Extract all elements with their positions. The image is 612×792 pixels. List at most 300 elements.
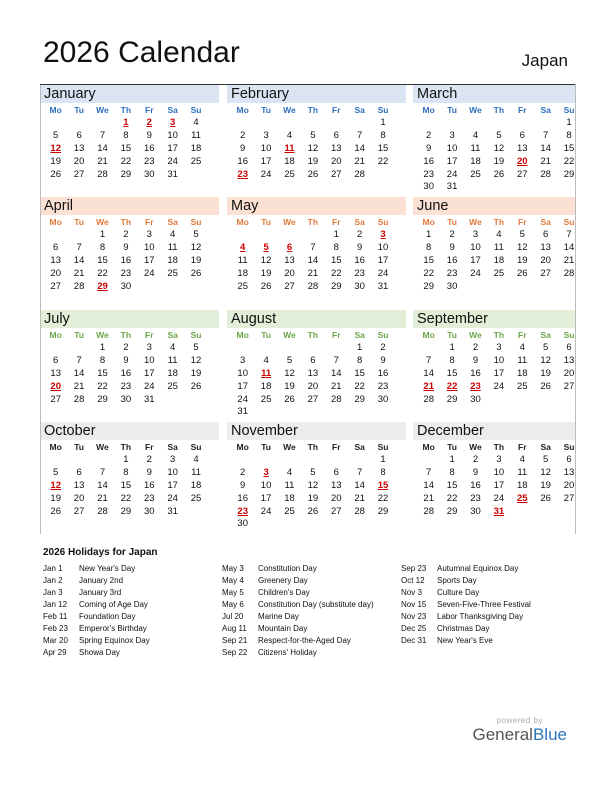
- month-name: February: [227, 85, 406, 103]
- calendar-day: 23: [143, 492, 155, 504]
- holiday-row: [222, 563, 374, 575]
- weekday-label: We: [469, 105, 482, 115]
- empty-cell: [325, 342, 348, 355]
- calendar-day: 4: [170, 342, 176, 353]
- calendar-day: 22: [97, 267, 108, 279]
- calendar-day: 22: [97, 380, 108, 392]
- calendar-day: 17: [143, 254, 155, 266]
- calendar-day: 11: [517, 466, 528, 478]
- holiday-name: Emperor's Birthday: [79, 624, 147, 633]
- weekday-label: Sa: [354, 105, 365, 115]
- calendar-day: 16: [237, 155, 248, 167]
- calendar-day: 14: [540, 142, 551, 154]
- calendar-day: 25: [167, 380, 178, 392]
- calendar-day: 18: [237, 267, 248, 279]
- weekday-label: Mo: [422, 442, 435, 452]
- calendar-day: 8: [123, 466, 129, 478]
- day-grid: [40, 229, 219, 293]
- weekday-header: [227, 215, 406, 229]
- calendar-day: 29: [446, 505, 458, 517]
- holiday-day: 2: [146, 117, 152, 128]
- calendar-day: 18: [516, 479, 528, 491]
- calendar-day: 14: [423, 367, 434, 379]
- weekday-label: Fr: [332, 442, 341, 452]
- weekday-label: Mo: [236, 217, 249, 227]
- holiday-name: Mountain Day: [258, 624, 308, 633]
- month-july: [40, 310, 219, 422]
- calendar-day: 5: [543, 342, 549, 353]
- calendar-day: 12: [190, 354, 202, 366]
- holiday-day: 3: [263, 466, 269, 478]
- calendar-day: 14: [563, 241, 575, 253]
- weekday-label: Th: [493, 217, 505, 227]
- calendar-day: 13: [284, 254, 295, 266]
- holiday-day: 20: [50, 380, 61, 392]
- calendar-day: 2: [123, 229, 129, 240]
- month-name: March: [413, 85, 575, 103]
- calendar-day: 15: [354, 367, 365, 379]
- empty-cell: [44, 117, 67, 130]
- calendar-day: 14: [73, 254, 85, 266]
- calendar-day: 16: [377, 367, 389, 379]
- weekday-label: Tu: [74, 330, 84, 340]
- weekday-label: Su: [563, 330, 575, 340]
- calendar-day: 14: [73, 367, 85, 379]
- calendar-day: 1: [123, 454, 129, 465]
- calendar-day: 3: [496, 342, 502, 353]
- calendar-day: 19: [50, 155, 61, 167]
- calendar-day: 12: [516, 241, 528, 253]
- calendar-day: 27: [563, 492, 575, 504]
- calendar-day: 29: [120, 168, 132, 180]
- calendar-day: 20: [330, 155, 342, 167]
- empty-cell: [464, 117, 487, 130]
- weekday-label: Th: [307, 217, 319, 227]
- calendar-day: 9: [472, 354, 479, 366]
- calendar-day: 24: [493, 492, 505, 504]
- calendar-day: 18: [167, 367, 178, 379]
- calendar-day: 5: [53, 129, 59, 141]
- day-grid: [413, 454, 575, 518]
- calendar-day: 8: [99, 354, 106, 366]
- month-name: September: [413, 310, 575, 328]
- calendar-day: 4: [286, 129, 293, 141]
- calendar-day: 12: [284, 367, 295, 379]
- weekday-label: We: [469, 217, 482, 227]
- calendar-day: 26: [190, 267, 202, 279]
- weekday-label: Sa: [540, 442, 551, 452]
- holiday-row: [222, 647, 374, 659]
- brand-logo: [472, 716, 567, 745]
- calendar-day: 14: [423, 479, 434, 491]
- holiday-name: Coming of Age Day: [79, 600, 148, 609]
- day-grid: [413, 229, 575, 293]
- holiday-date: Oct 12: [401, 576, 425, 585]
- calendar-day: 4: [286, 466, 293, 478]
- holiday-day: 20: [516, 155, 528, 167]
- calendar-day: 4: [519, 342, 525, 353]
- calendar-day: 8: [449, 354, 455, 366]
- calendar-day: 13: [330, 479, 342, 491]
- calendar-day: 26: [50, 168, 61, 180]
- calendar-day: 26: [50, 505, 61, 517]
- calendar-day: 19: [540, 367, 551, 379]
- quarter-divider: [40, 420, 575, 421]
- calendar-day: 4: [170, 229, 176, 240]
- calendar-day: 17: [260, 492, 272, 504]
- calendar-day: 18: [284, 155, 295, 167]
- weekday-label: Su: [190, 105, 202, 115]
- holiday-name: Greenery Day: [258, 576, 308, 585]
- calendar-day: 6: [566, 342, 572, 353]
- calendar-day: 20: [563, 367, 575, 379]
- calendar-day: 25: [237, 280, 248, 292]
- empty-cell: [231, 229, 254, 242]
- empty-cell: [254, 342, 277, 355]
- weekday-label: Mo: [236, 442, 249, 452]
- calendar-day: 8: [380, 466, 386, 478]
- calendar-day: 12: [493, 142, 505, 154]
- calendar-day: 13: [563, 466, 575, 478]
- calendar-day: 13: [330, 142, 342, 154]
- calendar-day: 20: [540, 254, 551, 266]
- calendar-day: 25: [493, 267, 505, 279]
- calendar-day: 20: [73, 492, 85, 504]
- calendar-day: 24: [237, 393, 248, 405]
- holiday-date: May 4: [222, 576, 244, 585]
- calendar-day: 20: [330, 492, 342, 504]
- weekday-label: Tu: [447, 105, 457, 115]
- calendar-day: 10: [470, 241, 481, 253]
- calendar-day: 8: [380, 129, 386, 141]
- weekday-label: Su: [190, 442, 202, 452]
- calendar-day: 28: [540, 168, 551, 180]
- calendar-day: 17: [493, 479, 505, 491]
- empty-cell: [67, 342, 90, 355]
- empty-cell: [67, 229, 90, 242]
- calendar-day: 22: [446, 492, 458, 504]
- calendar-day: 23: [120, 267, 132, 279]
- calendar-day: 22: [377, 155, 389, 167]
- weekday-header: [227, 440, 406, 454]
- weekday-label: We: [283, 217, 296, 227]
- calendar-day: 3: [146, 229, 152, 240]
- calendar-day: 2: [449, 229, 455, 240]
- holiday-row: [222, 587, 374, 599]
- calendar-day: 6: [76, 129, 82, 141]
- powered-by-text: powered by: [496, 716, 543, 725]
- calendar-day: 1: [380, 454, 386, 465]
- weekday-label: Sa: [354, 330, 365, 340]
- calendar-day: 4: [263, 354, 269, 366]
- holiday-day: 29: [97, 280, 108, 292]
- calendar-day: 26: [190, 380, 202, 392]
- empty-cell: [417, 117, 440, 130]
- calendar-day: 17: [493, 367, 505, 379]
- calendar-day: 19: [260, 267, 272, 279]
- holiday-date: Nov 23: [401, 612, 427, 621]
- day-grid: [227, 454, 406, 531]
- calendar-day: 13: [50, 367, 61, 379]
- weekday-label: Su: [377, 217, 389, 227]
- calendar-day: 30: [237, 518, 248, 530]
- calendar-day: 31: [446, 181, 458, 193]
- calendar-day: 22: [120, 492, 132, 504]
- weekday-label: Mo: [236, 105, 249, 115]
- country-label: Japan: [521, 51, 568, 70]
- weekday-label: Sa: [540, 105, 551, 115]
- holiday-row: [401, 611, 531, 623]
- holiday-date: Jul 20: [222, 612, 244, 621]
- calendar-day: 23: [377, 380, 389, 392]
- holiday-day: 5: [263, 241, 269, 253]
- empty-cell: [278, 454, 301, 467]
- calendar-day: 7: [357, 129, 363, 141]
- calendar-day: 13: [50, 254, 61, 266]
- calendar-day: 30: [446, 280, 458, 292]
- month-may: [227, 197, 406, 309]
- calendar-day: 5: [496, 129, 502, 141]
- month-december: [413, 422, 575, 534]
- calendar-day: 7: [566, 229, 572, 240]
- weekday-label: Sa: [167, 442, 178, 452]
- holiday-day: 23: [237, 505, 248, 517]
- calendar-day: 19: [190, 367, 202, 379]
- calendar-day: 10: [260, 479, 272, 491]
- calendar-day: 24: [167, 155, 178, 167]
- empty-cell: [231, 117, 254, 130]
- calendar-day: 7: [310, 241, 316, 253]
- calendar-day: 24: [143, 267, 155, 279]
- grid-border: [40, 84, 41, 534]
- calendar-day: 28: [563, 267, 575, 279]
- calendar-day: 24: [167, 492, 178, 504]
- holiday-day: 6: [286, 241, 293, 253]
- weekday-header: [413, 440, 575, 454]
- quarter-divider: [40, 195, 575, 196]
- holiday-row: [43, 575, 150, 587]
- calendar-day: 8: [333, 241, 339, 253]
- calendar-day: 27: [50, 280, 61, 292]
- calendar-day: 1: [566, 117, 572, 128]
- calendar-day: 15: [120, 479, 132, 491]
- weekday-label: Mo: [236, 330, 249, 340]
- calendar-day: 15: [446, 479, 458, 491]
- calendar-day: 11: [191, 129, 201, 141]
- calendar-day: 15: [423, 254, 434, 266]
- calendar-day: 7: [333, 354, 339, 366]
- holiday-name: New Year's Eve: [437, 636, 493, 645]
- holiday-row: [43, 599, 150, 611]
- weekday-label: Sa: [167, 330, 178, 340]
- holiday-name: Respect-for-the-Aged Day: [258, 636, 351, 645]
- calendar-day: 9: [449, 241, 455, 253]
- calendar-day: 26: [493, 168, 505, 180]
- calendar-day: 22: [120, 155, 132, 167]
- calendar-day: 28: [73, 393, 85, 405]
- calendar-day: 12: [307, 479, 319, 491]
- empty-cell: [440, 117, 463, 130]
- holiday-row: [401, 635, 531, 647]
- calendar-day: 29: [120, 505, 132, 517]
- calendar-day: 16: [120, 367, 132, 379]
- holiday-name: Showa Day: [79, 648, 120, 657]
- empty-cell: [231, 454, 254, 467]
- calendar-day: 8: [566, 129, 572, 141]
- calendar-day: 25: [260, 393, 272, 405]
- calendar-day: 2: [240, 466, 246, 478]
- calendar-day: 27: [330, 505, 342, 517]
- weekday-label: Fr: [145, 105, 154, 115]
- holiday-row: [43, 563, 150, 575]
- month-name: June: [413, 197, 575, 215]
- empty-cell: [417, 454, 440, 467]
- month-name: January: [40, 85, 219, 103]
- calendar-day: 16: [143, 479, 155, 491]
- calendar-day: 2: [472, 342, 479, 353]
- day-grid: [40, 342, 219, 406]
- empty-cell: [534, 117, 557, 130]
- empty-cell: [511, 117, 534, 130]
- calendar-day: 11: [167, 241, 178, 253]
- calendar-day: 24: [493, 380, 505, 392]
- calendar-day: 17: [143, 367, 155, 379]
- holiday-row: [222, 611, 374, 623]
- calendar-day: 27: [307, 393, 319, 405]
- calendar-day: 18: [190, 479, 202, 491]
- calendar-day: 16: [120, 254, 132, 266]
- calendar-day: 13: [307, 367, 319, 379]
- month-march: [413, 85, 575, 197]
- weekday-label: Fr: [332, 105, 341, 115]
- weekday-label: Tu: [447, 442, 457, 452]
- weekday-label: Th: [307, 105, 319, 115]
- brand-name-general: General: [472, 725, 533, 744]
- weekday-label: Fr: [518, 442, 527, 452]
- calendar-day: 6: [543, 229, 549, 240]
- calendar-day: 8: [357, 354, 363, 366]
- calendar-day: 16: [423, 155, 434, 167]
- weekday-label: We: [96, 217, 109, 227]
- grid-top-border: [40, 84, 575, 85]
- holiday-date: Jan 2: [43, 576, 63, 585]
- holiday-date: Nov 3: [401, 588, 422, 597]
- calendar-day: 29: [97, 393, 108, 405]
- weekday-label: Sa: [167, 217, 178, 227]
- calendar-day: 10: [143, 241, 155, 253]
- weekday-header: [40, 215, 219, 229]
- calendar-day: 20: [284, 267, 295, 279]
- holiday-name: New Year's Day: [79, 564, 136, 573]
- calendar-day: 23: [354, 267, 365, 279]
- calendar-day: 5: [193, 342, 199, 353]
- grid-border: [575, 84, 576, 534]
- calendar-day: 12: [260, 254, 272, 266]
- calendar-day: 6: [310, 354, 316, 366]
- empty-cell: [301, 454, 324, 467]
- calendar-day: 19: [284, 380, 295, 392]
- weekday-label: We: [469, 442, 482, 452]
- calendar-day: 2: [146, 454, 152, 465]
- calendar-day: 22: [330, 267, 342, 279]
- month-october: [40, 422, 219, 534]
- calendar-day: 1: [449, 342, 455, 353]
- calendar-day: 17: [377, 254, 389, 266]
- holiday-name: January 2nd: [79, 576, 124, 585]
- calendar-day: 6: [53, 354, 59, 366]
- calendar-day: 6: [333, 466, 339, 478]
- holiday-name: Seven-Five-Three Festival: [437, 600, 531, 609]
- calendar-day: 27: [330, 168, 342, 180]
- calendar-day: 8: [123, 129, 129, 141]
- month-name: April: [40, 197, 219, 215]
- holiday-date: Sep 23: [401, 564, 427, 573]
- weekday-label: Su: [377, 442, 389, 452]
- calendar-day: 3: [170, 454, 176, 465]
- holiday-column: [401, 563, 531, 647]
- calendar-day: 21: [540, 155, 551, 167]
- calendar-day: 11: [493, 241, 504, 253]
- calendar-day: 5: [193, 229, 199, 240]
- weekday-label: Su: [377, 105, 389, 115]
- calendar-day: 29: [377, 505, 389, 517]
- calendar-day: 30: [120, 393, 132, 405]
- weekday-label: Sa: [354, 442, 365, 452]
- holidays-title: 2026 Holidays for Japan: [43, 547, 158, 558]
- calendar-day: 15: [120, 142, 132, 154]
- calendar-day: 1: [99, 342, 106, 353]
- weekday-label: Tu: [74, 217, 84, 227]
- holiday-day: 15: [377, 479, 389, 491]
- calendar-day: 9: [357, 241, 363, 253]
- calendar-day: 5: [286, 354, 293, 366]
- calendar-day: 28: [354, 505, 365, 517]
- weekday-label: Mo: [422, 330, 435, 340]
- holiday-day: 12: [50, 479, 61, 491]
- holiday-row: [222, 635, 374, 647]
- day-grid: [227, 229, 406, 293]
- month-january: [40, 85, 219, 197]
- holiday-day: 11: [261, 367, 272, 379]
- weekday-label: Tu: [261, 442, 271, 452]
- holiday-row: [401, 563, 531, 575]
- calendar-day: 21: [97, 492, 108, 504]
- day-grid: [40, 117, 219, 181]
- calendar-day: 15: [563, 142, 575, 154]
- month-august: [227, 310, 406, 422]
- calendar-day: 15: [97, 367, 108, 379]
- calendar-day: 16: [354, 254, 365, 266]
- calendar-day: 16: [446, 254, 458, 266]
- calendar-day: 21: [73, 267, 85, 279]
- calendar-day: 10: [493, 354, 505, 366]
- calendar-day: 29: [563, 168, 575, 180]
- calendar-day: 4: [193, 454, 199, 465]
- holiday-name: Citizens' Holiday: [258, 648, 317, 657]
- calendar-day: 10: [237, 367, 248, 379]
- calendar-day: 24: [260, 168, 272, 180]
- weekday-label: Th: [493, 105, 505, 115]
- calendar-day: 23: [470, 492, 481, 504]
- calendar-day: 17: [470, 254, 481, 266]
- weekday-label: Su: [563, 442, 575, 452]
- holiday-day: 21: [423, 380, 434, 392]
- calendar-day: 11: [284, 479, 295, 491]
- calendar-day: 4: [519, 454, 525, 465]
- weekday-label: Fr: [145, 217, 154, 227]
- weekday-label: Th: [120, 217, 132, 227]
- calendar-day: 21: [73, 380, 85, 392]
